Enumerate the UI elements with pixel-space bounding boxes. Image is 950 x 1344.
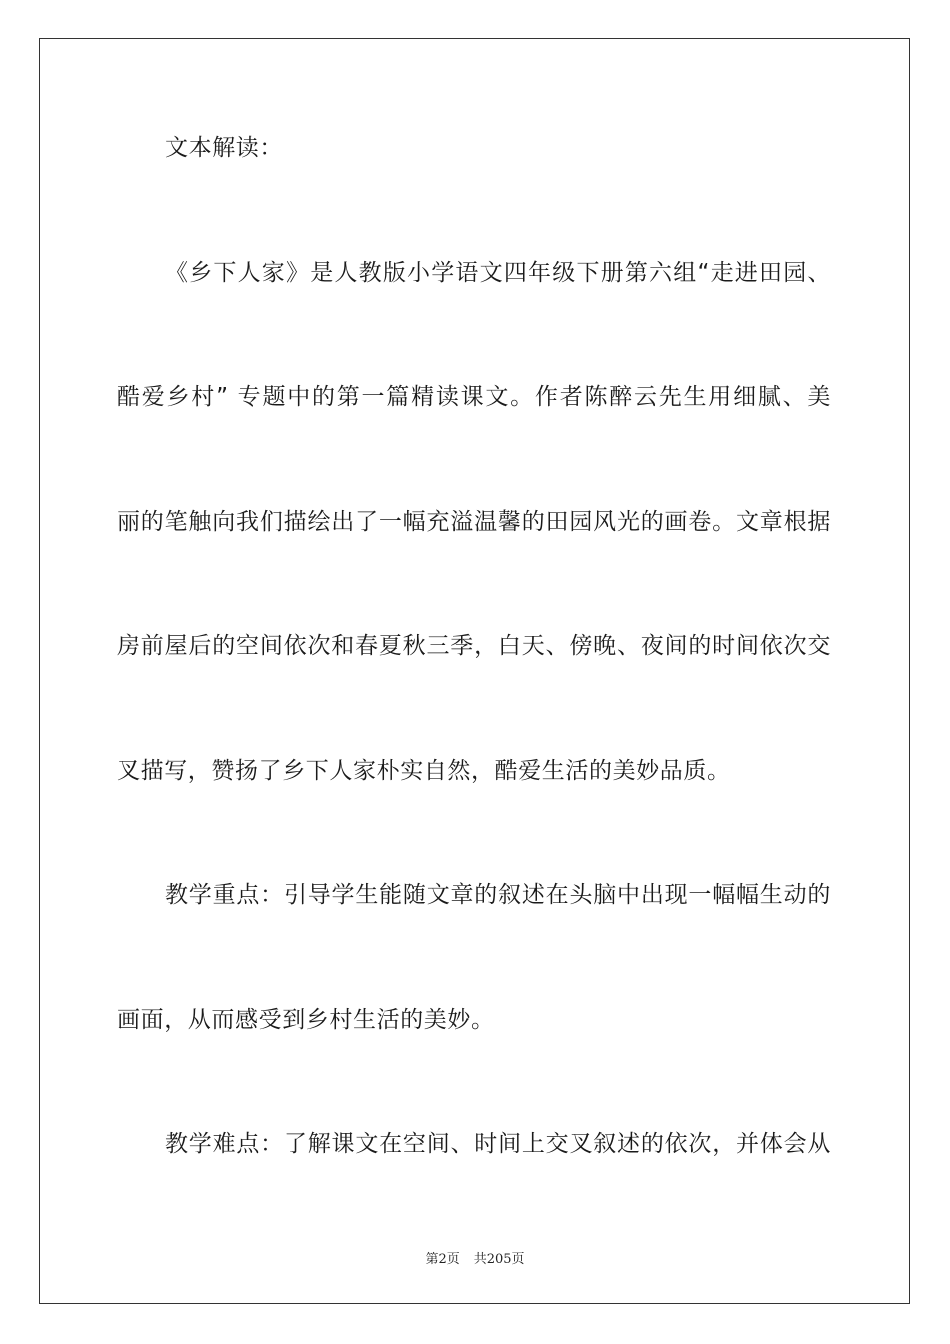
page-number: 第2页 <box>425 1252 460 1267</box>
section-heading-text-reading: 文本解读： <box>165 135 283 161</box>
teaching-focus-line: 教学重点：引导学生能随文章的叙述在头脑中出现一幅幅生动的 <box>165 882 831 908</box>
teaching-difficulty-line: 教学难点：了解课文在空间、时间上交叉叙述的依次，并体会从 <box>165 1131 831 1157</box>
page-border <box>39 38 910 1304</box>
paragraph-line: 叉描写，赞扬了乡下人家朴实自然，酷爱生活的美妙品质。 <box>117 758 731 784</box>
paragraph-line: 房前屋后的空间依次和春夏秋三季，白天、傍晚、夜间的时间依次交 <box>117 633 831 659</box>
paragraph-line: 《乡下人家》是人教版小学语文四年级下册第六组“走进田园、 <box>165 260 831 286</box>
paragraph-line: 酷爱乡村” 专题中的第一篇精读课文。作者陈醉云先生用细腻、美 <box>117 384 831 410</box>
teaching-focus-line: 画面，从而感受到乡村生活的美妙。 <box>117 1007 495 1033</box>
page-total: 共205页 <box>473 1252 525 1267</box>
page-footer <box>0 1248 950 1267</box>
paragraph-line: 丽的笔触向我们描绘出了一幅充溢温馨的田园风光的画卷。文章根据 <box>117 509 831 535</box>
